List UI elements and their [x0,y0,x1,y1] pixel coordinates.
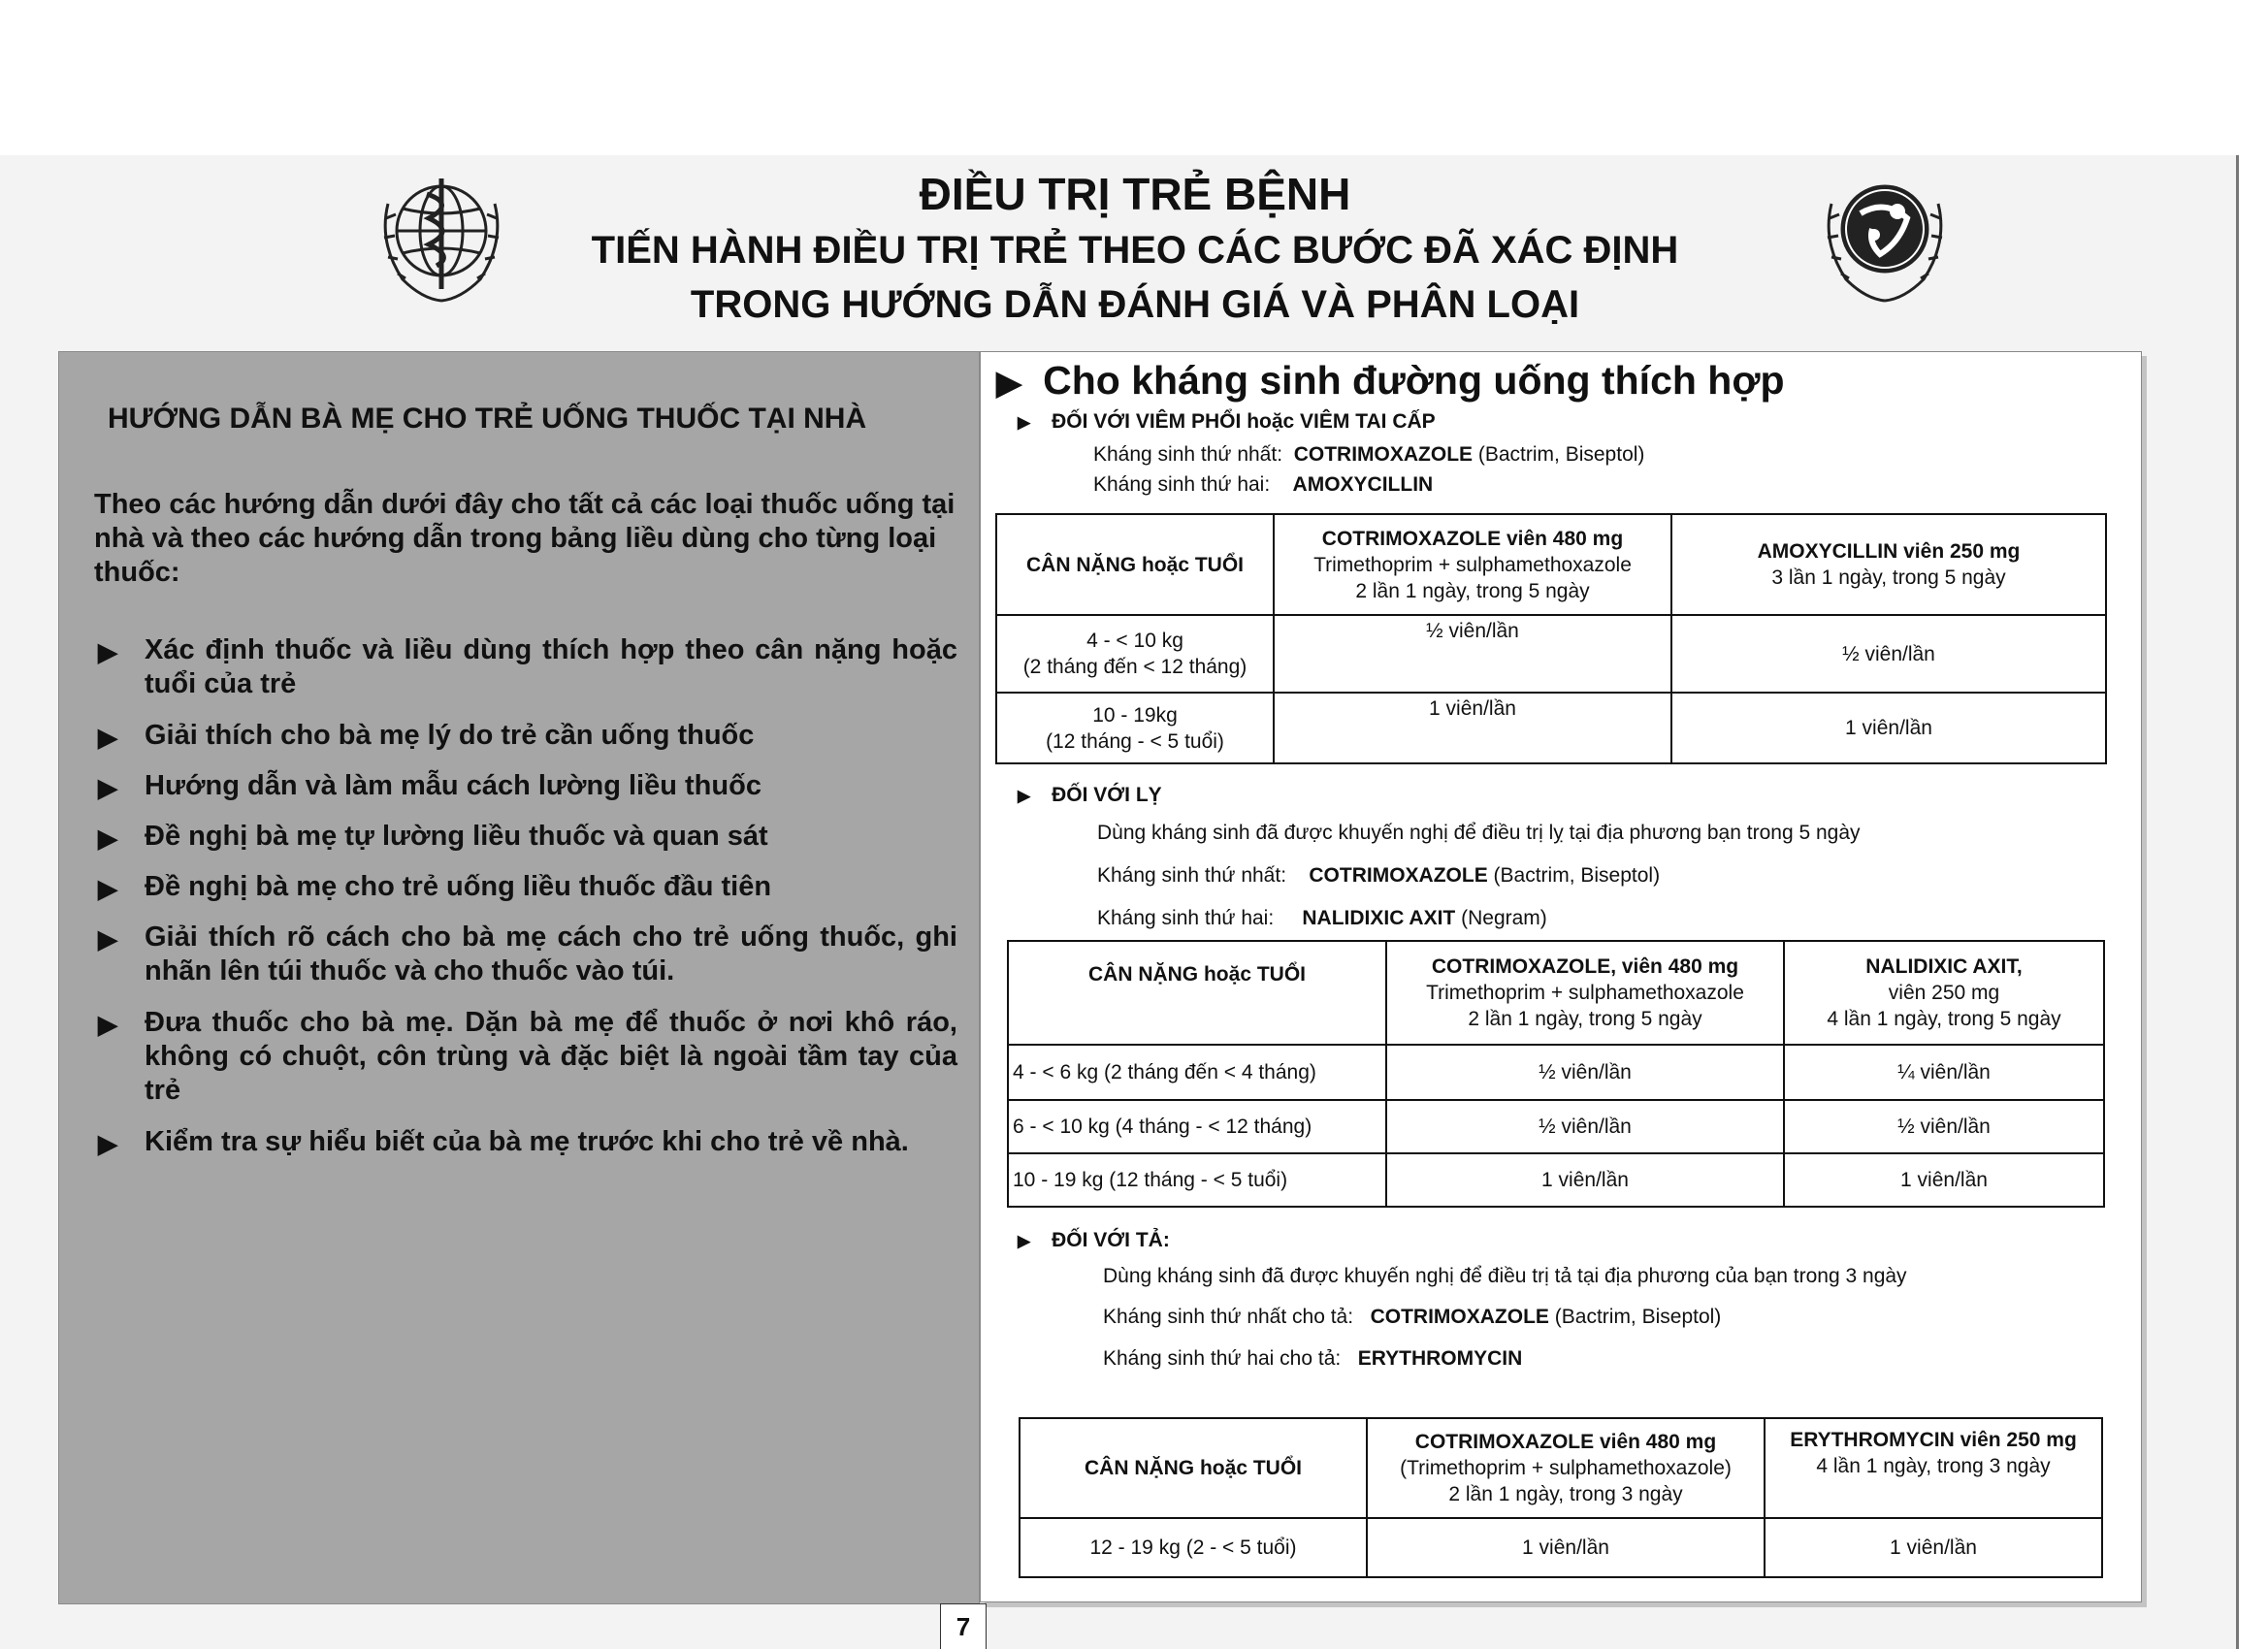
second-antibiotic-line: Kháng sinh thứ hai: AMOXYCILLIN [1093,473,1434,496]
page-number: 7 [940,1603,987,1649]
panel-heading: HƯỚNG DẪN BÀ MẸ CHO TRẺ UỐNG THUỐC TẠI NHÀ [108,403,867,435]
play-triangle-icon: ▶ [1018,1232,1031,1250]
page-edge [2236,155,2239,1649]
table-row [1020,1418,2102,1518]
list-item: ▶ Hướng dẫn và làm mẫu cách lường liều thuốc [94,769,957,803]
list-item: ▶ Đề nghị bà mẹ tự lường liều thuốc và quan sát [94,820,957,854]
table-header-cell: AMOXYCILLIN viên 250 mg 3 lần 1 ngày, trong 5 ngày [1671,514,2106,615]
panel-intro: Theo các hướng dẫn dưới đây cho tất cả các loại thuốc uống tại nhà và theo các hướng dẫn trong bảng liều dùng cho từng loại thuốc: [94,489,956,588]
table-row [1008,1153,2104,1207]
instruction-list [94,633,957,1159]
table-cell: 10 - 19 kg (12 tháng - < 5 tuổi) [1008,1153,1386,1207]
table-row [1008,1100,2104,1153]
oral-antibiotic-panel [980,351,2142,1602]
table-cell: ¼ viên/lần [1784,1045,2104,1100]
first-antibiotic-line: Kháng sinh thứ nhất: COTRIMOXAZOLE (Bactrim, Biseptol) [1097,864,1661,887]
table-cell: ½ viên/lần [1784,1100,2104,1153]
table-row [1008,1045,2104,1100]
page-title: ĐIỀU TRỊ TRẺ BỆNH [919,169,1351,219]
table-row [996,514,2106,615]
table-header-cell: COTRIMOXAZOLE, viên 480 mg Trimethoprim + sulphamethoxazole 2 lần 1 ngày, trong 5 ngày [1386,941,1784,1045]
play-triangle-icon: ▶ [1018,413,1031,432]
play-triangle-icon: ▶ [98,924,117,954]
second-antibiotic-line: Kháng sinh thứ hai: NALIDIXIC AXIT (Negram) [1097,907,1547,929]
play-triangle-icon: ▶ [98,1010,117,1039]
home-medication-panel [58,351,980,1604]
table-cell: 1 viên/lần [1386,1153,1784,1207]
section-heading-cholera: ▶ ĐỐI VỚI TẢ: [1018,1229,1170,1251]
table-cell: 1 viên/lần [1367,1518,1765,1577]
table-cell: 12 - 19 kg (2 - < 5 tuổi) [1020,1518,1367,1577]
table-header-cell: ERYTHROMYCIN viên 250 mg 4 lần 1 ngày, trong 3 ngày [1765,1418,2102,1518]
first-antibiotic-line: Kháng sinh thứ nhất: COTRIMOXAZOLE (Bactrim, Biseptol) [1093,443,1645,466]
play-triangle-icon: ▶ [98,1129,117,1158]
play-triangle-icon: ▶ [98,723,117,752]
section-heading-pneumonia: ▶ ĐỐI VỚI VIÊM PHỔI hoặc VIÊM TAI CẤP [1018,410,1436,433]
table-cell: ½ viên/lần [1671,615,2106,693]
who-emblem-icon [369,165,514,310]
play-triangle-icon: ▶ [1018,787,1031,805]
page-subtitle-line2: TRONG HƯỚNG DẪN ĐÁNH GIÁ VÀ PHÂN LOẠI [690,283,1580,326]
table-cell: 1 viên/lần [1671,693,2106,763]
play-triangle-icon: ▶ [98,637,117,666]
table-cell: 1 viên/lần [1765,1518,2102,1577]
table-header-cell: NALIDIXIC AXIT, viên 250 mg 4 lần 1 ngày, trong 5 ngày [1784,941,2104,1045]
table-row [1008,941,2104,1045]
play-triangle-icon: ▶ [996,365,1022,402]
dysentery-dose-table [1007,940,2105,1208]
table-cell: 1 viên/lần [1784,1153,2104,1207]
table-cell: ½ viên/lần [1386,1100,1784,1153]
table-cell: 6 - < 10 kg (4 tháng - < 12 tháng) [1008,1100,1386,1153]
cholera-dose-table [1019,1417,2103,1578]
table-cell: 10 - 19kg (12 tháng - < 5 tuổi) [996,693,1274,763]
table-header-cell: COTRIMOXAZOLE viên 480 mg (Trimethoprim + sulphamethoxazole) 2 lần 1 ngày, trong 3 ngày [1367,1418,1765,1518]
pneumonia-dose-table [995,513,2107,764]
list-item: ▶ Đưa thuốc cho bà mẹ. Dặn bà mẹ để thuốc ở nơi khô ráo, không có chuột, côn trùng và đặc biệt là ngoài tầm tay của trẻ [98,1007,957,1106]
list-item: ▶ Giải thích rõ cách cho bà mẹ cách cho trẻ uống thuốc, ghi nhãn lên túi thuốc và cho thuốc vào túi. [98,922,957,986]
unicef-emblem-icon [1812,165,1958,310]
dysentery-description: Dùng kháng sinh đã được khuyến nghị để điều trị lỵ tại địa phương bạn trong 5 ngày [1097,822,1861,844]
table-cell: 4 - < 6 kg (2 tháng đến < 4 tháng) [1008,1045,1386,1100]
play-triangle-icon: ▶ [98,824,117,853]
table-row [996,615,2106,693]
list-item: ▶ Kiểm tra sự hiểu biết của bà mẹ trước khi cho trẻ về nhà. [94,1125,957,1159]
list-item: ▶ Giải thích cho bà mẹ lý do trẻ cần uống thuốc [94,719,957,753]
play-triangle-icon: ▶ [98,874,117,903]
table-header-cell: COTRIMOXAZOLE viên 480 mg Trimethoprim + sulphamethoxazole 2 lần 1 ngày, trong 5 ngày [1274,514,1671,615]
table-cell: 4 - < 10 kg (2 tháng đến < 12 tháng) [996,615,1274,693]
page-header [543,165,1727,332]
table-header-cell: CÂN NẶNG hoặc TUỔI [996,514,1274,615]
first-antibiotic-line: Kháng sinh thứ nhất cho tả: COTRIMOXAZOLE (Bactrim, Biseptol) [1103,1306,1722,1328]
list-item: ▶ Xác định thuốc và liều dùng thích hợp theo cân nặng hoặc tuổi của trẻ [98,634,957,699]
second-antibiotic-line: Kháng sinh thứ hai cho tả: ERYTHROMYCIN [1103,1347,1523,1370]
table-cell: ½ viên/lần [1274,615,1671,693]
table-cell: 1 viên/lần [1274,693,1671,763]
list-item: ▶ Đề nghị bà mẹ cho trẻ uống liều thuốc đầu tiên [94,870,957,904]
table-header-cell: CÂN NẶNG hoặc TUỔI [1008,941,1386,1045]
panel-title: ▶ Cho kháng sinh đường uống thích hợp [996,358,1785,403]
page-subtitle-line1: TIẾN HÀNH ĐIỀU TRỊ TRẺ THEO CÁC BƯỚC ĐÃ XÁC ĐỊNH [591,229,1679,272]
table-header-cell: CÂN NẶNG hoặc TUỔI [1020,1418,1367,1518]
table-row [996,693,2106,763]
table-row [1020,1518,2102,1577]
cholera-description: Dùng kháng sinh đã được khuyến nghị để điều trị tả tại địa phương của bạn trong 3 ngày [1103,1265,1907,1287]
play-triangle-icon: ▶ [98,773,117,802]
table-cell: ½ viên/lần [1386,1045,1784,1100]
section-heading-dysentery: ▶ ĐỐI VỚI LỴ [1018,784,1162,806]
